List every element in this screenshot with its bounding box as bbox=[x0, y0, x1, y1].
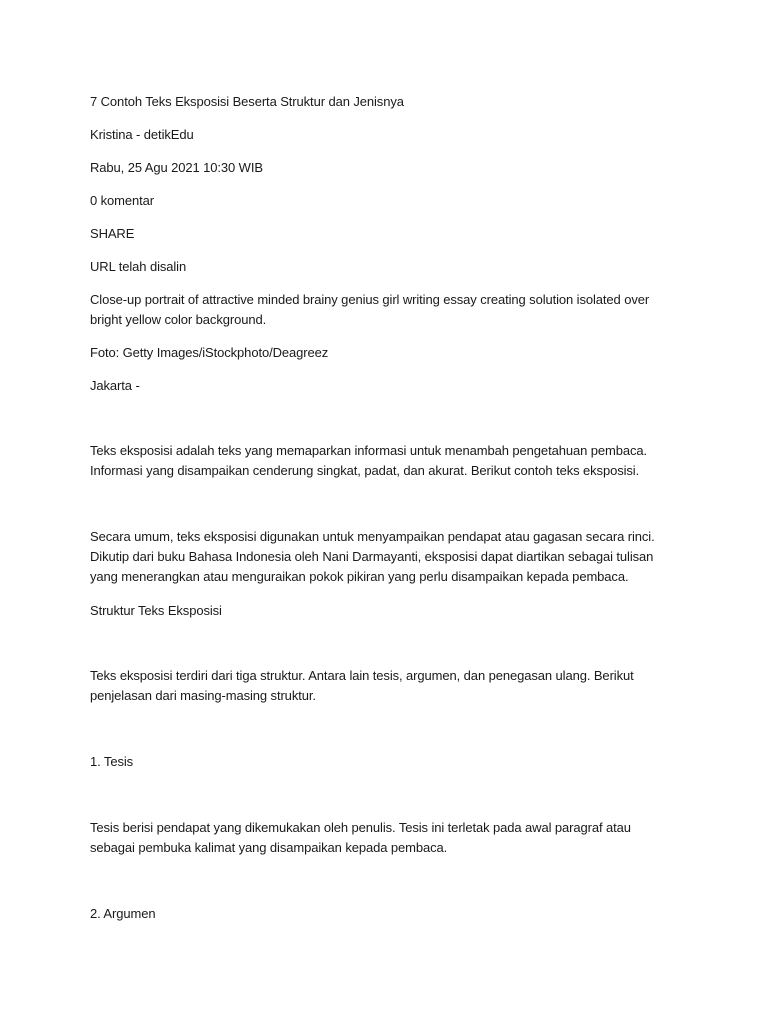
image-caption: Close-up portrait of attractive minded brainy genius girl writing essay creating solution isolated over bright yellow color background. bbox=[90, 292, 650, 327]
paragraph-general: Secara umum, teks eksposisi digunakan untuk menyampaikan pendapat atau gagasan secara rinci. Dikutip dari buku Bahasa Indonesia oleh Nani Darmayanti, eksposisi dapat diartikan sebagai tulisan yang menerangkan atau menguraikan pokok pikiran yang perlu disampaikan kepada pembaca. bbox=[90, 529, 655, 584]
photo-credit: Foto: Getty Images/iStockphoto/Deagreez bbox=[90, 345, 329, 360]
heading-argumen: 2. Argumen bbox=[90, 906, 156, 921]
heading-structure: Struktur Teks Eksposisi bbox=[90, 603, 222, 618]
heading-tesis: 1. Tesis bbox=[90, 754, 134, 769]
article-title: 7 Contoh Teks Eksposisi Beserta Struktur dan Jenisnya bbox=[90, 94, 404, 109]
article-date: Rabu, 25 Agu 2021 10:30 WIB bbox=[90, 160, 263, 175]
paragraph-structure: Teks eksposisi terdiri dari tiga struktur. Antara lain tesis, argumen, dan penegasan ulang. Berikut penjelasan dari masing-masing struktur. bbox=[90, 668, 634, 703]
share-label: SHARE bbox=[90, 226, 135, 241]
paragraph-intro: Teks eksposisi adalah teks yang memaparkan informasi untuk menambah pengetahuan pembaca. Informasi yang disampaikan cenderung singkat, padat, dan akurat. Berikut contoh teks eksposisi. bbox=[90, 443, 648, 478]
comment-count: 0 komentar bbox=[90, 193, 155, 208]
paragraph-tesis: Tesis berisi pendapat yang dikemukakan oleh penulis. Tesis ini terletak pada awal paragraf atau sebagai pembuka kalimat yang disampaikan kepada pembaca. bbox=[90, 820, 631, 855]
dateline: Jakarta - bbox=[90, 378, 140, 393]
url-copied-text: URL telah disalin bbox=[90, 259, 187, 274]
article-author: Kristina - detikEdu bbox=[90, 127, 194, 142]
